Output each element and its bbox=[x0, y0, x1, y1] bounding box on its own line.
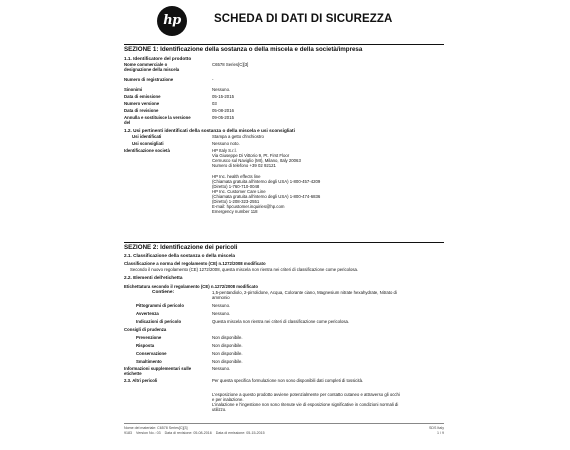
uses-advised-against-value: Nessuno noto. bbox=[212, 141, 240, 146]
other-hazards-value: Per questa specifica formulazione non sono disponibili dati completi di tossicità. bbox=[212, 378, 364, 383]
version-value: 03 bbox=[212, 101, 217, 106]
page-footer bbox=[124, 423, 444, 436]
version-label: Numero versione bbox=[124, 101, 160, 106]
signal-word-label: Avvertenza bbox=[136, 311, 159, 316]
supplemental-info-value: Nessuno. bbox=[212, 366, 231, 371]
registration-label: Numero di registrazione bbox=[124, 77, 174, 82]
company-line: E-mail: hpcustomer.inquiries@hp.com bbox=[212, 204, 285, 209]
footer-version: Version No.: 03 bbox=[136, 431, 161, 435]
identified-uses-value: Stampa a getto d'inchiostro bbox=[212, 134, 264, 139]
company-line: (Diretto) 1-760-710-0048 bbox=[212, 184, 260, 189]
supersedes-value: 09-05-2015 bbox=[212, 115, 234, 120]
revision-date-label: Data di revisione bbox=[124, 108, 159, 113]
uses-advised-against-label: Usi sconsigliati bbox=[132, 141, 164, 146]
supersedes-label: Annulla e sostituisce la versione del bbox=[124, 115, 191, 125]
company-line: (Diretto) 1-208-323-2551 bbox=[212, 199, 260, 204]
footer-country: SDS Italy bbox=[429, 426, 444, 430]
footer-code: 9183 bbox=[124, 431, 132, 435]
prevention-value: Non disponibile. bbox=[212, 335, 243, 340]
clp-classification-title: Classificazione a norma del regolamento (CE) n.1272/2008 modificato bbox=[124, 261, 266, 266]
clp-classification-text: Secondo il nuovo regolamento (CE) 1272/2008, questa miscela non rientra nei criteri di classificazione come pericolosa. bbox=[130, 267, 359, 272]
precautionary-title: Consigli di prudenza bbox=[124, 327, 167, 332]
hazard-statements-value: Questa miscela non rientra nei criteri di classificazione come pericolosa. bbox=[212, 319, 350, 324]
response-value: Non disponibile. bbox=[212, 343, 243, 348]
company-line: Cernusco sul Naviglio (MI), Milano, Italy 20063 bbox=[212, 158, 301, 163]
hp-logo: hp bbox=[157, 6, 187, 36]
contains-value-line2: ammonio bbox=[212, 295, 230, 300]
response-label: Risposta bbox=[136, 343, 155, 348]
section-2-heading: SEZIONE 2: Identificazione dei pericoli bbox=[124, 242, 444, 251]
issue-date-label: Data di emissione bbox=[124, 94, 161, 99]
company-line: Emergency number 118 bbox=[212, 209, 258, 214]
disposal-value: Non disponibile. bbox=[212, 359, 243, 364]
footer-meta bbox=[124, 431, 265, 435]
section-1-heading: SEZIONE 1: Identificazione della sostanza o della miscela e della società/impresa bbox=[124, 44, 444, 53]
supplemental-info-label: Informazioni supplementari sulle etichette bbox=[124, 366, 192, 376]
hazard-statements-label: Indicazioni di pericolo bbox=[136, 319, 182, 324]
other-hazards-line: utilizzo. bbox=[212, 407, 227, 412]
company-line: (Chiamata gratuita all'interno degli USA) 1-800-474-6836 bbox=[212, 194, 321, 199]
signal-word-value: Nessuno. bbox=[212, 311, 231, 316]
company-line: Via Giuseppe Di Vittorio 9, Pt. First Floor bbox=[212, 153, 290, 158]
other-hazards-line: L'esposizione a questo prodotto avviene potenzialmente per contatto cutaneo e attraverso gli occhi bbox=[212, 392, 400, 397]
company-line: HP Inc. Customer Care Line bbox=[212, 189, 266, 194]
pictograms-value: Nessuno. bbox=[212, 303, 231, 308]
storage-label: Conservazione bbox=[136, 351, 167, 356]
contains-value-line1: 1,5-pentandiolo, 2-pirrolidone, Acqua, Colorante ciano, Magnesium nitrate hexahydrate, Nitrato di bbox=[212, 290, 397, 295]
prevention-label: Prevenzione bbox=[136, 335, 162, 340]
issue-date-value: 05-15-2015 bbox=[212, 94, 234, 99]
disposal-label: Smaltimento bbox=[136, 359, 162, 364]
company-line: HP Inc. health effects line bbox=[212, 174, 261, 179]
contains-label: Contiene: bbox=[152, 290, 175, 295]
company-line: Numero di telefono +39 02 92121 bbox=[212, 163, 276, 168]
product-name-value: C6578 Series[C][3] bbox=[212, 62, 249, 67]
company-line: HP Italy S.r.l. bbox=[212, 148, 237, 153]
company-id-label: Identificazione società bbox=[124, 148, 170, 153]
footer-issue: Data di emissione: 05-15-2015 bbox=[215, 431, 265, 435]
footer-page-number: 1 / 9 bbox=[437, 431, 444, 435]
other-hazards-line: e per inalazione. bbox=[212, 397, 244, 402]
other-hazards-label: 2.3. Altri pericoli bbox=[124, 378, 158, 383]
registration-value: - bbox=[212, 77, 214, 82]
pictograms-label: Pittogrammi di pericolo bbox=[136, 303, 184, 308]
synonyms-label: Sinonimi bbox=[124, 87, 143, 92]
label-elements-title: Etichettatura secondo il regolamento (CE) n.1272/2008 modificato bbox=[124, 284, 258, 289]
footer-material-name: Nome del materiale: C6578 Series[C][3] bbox=[124, 426, 188, 430]
storage-value: Non disponibile. bbox=[212, 351, 243, 356]
identified-uses-label: Usi identificati bbox=[132, 134, 162, 139]
subsection-1-2: 1.2. Usi pertinenti identificati della sostanza o della miscela e usi sconsigliati bbox=[124, 128, 295, 133]
subsection-2-1: 2.1. Classificazione della sostanza o della miscela bbox=[124, 253, 235, 258]
other-hazards-exposure bbox=[212, 392, 400, 412]
footer-revision: Data di revisione: 05-08-2016 bbox=[164, 431, 212, 435]
product-name-label: Nome commerciale o designazione della miscela bbox=[124, 62, 180, 72]
revision-date-value: 05-08-2016 bbox=[212, 108, 234, 113]
subsection-2-2: 2.2. Elementi dell'etichetta bbox=[124, 275, 183, 280]
company-details bbox=[212, 148, 320, 214]
subsection-1-1: 1.1. Identificatore del prodotto bbox=[124, 56, 192, 61]
document-title: SCHEDA DI DATI DI SICUREZZA bbox=[214, 13, 393, 25]
company-line: (Chiamata gratuita all'interno degli USA) 1-800-457-4209 bbox=[212, 179, 321, 184]
synonyms-value: Nessuno. bbox=[212, 87, 231, 92]
other-hazards-line: L'inalazione e l'ingestione non sono ritenute vie di esposizione significative in condizioni normali di bbox=[212, 402, 399, 407]
